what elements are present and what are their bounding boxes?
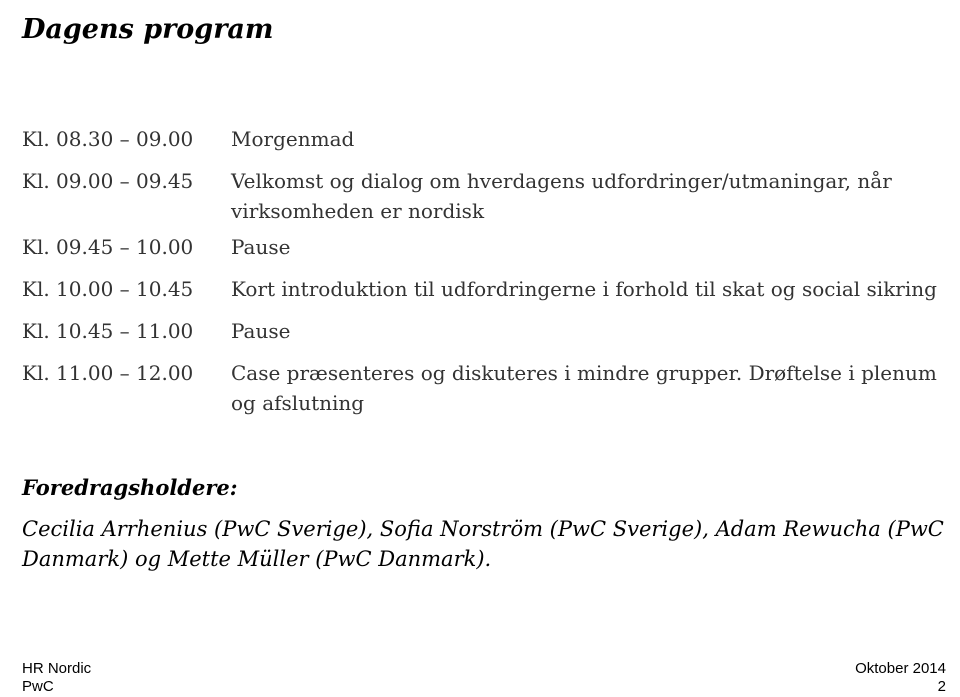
- agenda-time: Kl. 08.30 – 09.00: [22, 127, 194, 151]
- agenda-row: [22, 166, 952, 226]
- agenda-time: Kl. 11.00 – 12.00: [22, 361, 194, 385]
- agenda-time: Kl. 09.45 – 10.00: [22, 235, 194, 259]
- footer-department: HR Nordic: [22, 660, 92, 677]
- footer-company: PwC: [22, 678, 54, 695]
- agenda-description: Case præsenteres og diskuteres i mindre grupper. Drøftelse i plenum og afslutning: [231, 361, 937, 415]
- agenda-list: [22, 124, 952, 418]
- agenda-description: Pause: [231, 235, 291, 259]
- agenda-row: [22, 358, 952, 418]
- agenda-description: Morgenmad: [231, 127, 355, 151]
- footer-right: [855, 660, 946, 696]
- agenda-description: Pause: [231, 319, 291, 343]
- agenda-description: Kort introduktion til udfordringerne i forhold til skat og social sikring: [231, 277, 937, 301]
- agenda-row: [22, 274, 952, 304]
- speakers-list: Cecilia Arrhenius (PwC Sverige), Sofia Norström (PwC Sverige), Adam Rewucha (PwC Danmark) og Mette Müller (PwC Danmark).: [22, 517, 944, 571]
- footer-left: [22, 660, 91, 696]
- slide-title: Dagens program: [22, 14, 274, 45]
- agenda-time: Kl. 10.00 – 10.45: [22, 277, 194, 301]
- agenda-time: Kl. 09.00 – 09.45: [22, 169, 194, 193]
- footer-date: Oktober 2014: [855, 660, 946, 677]
- agenda-time: Kl. 10.45 – 11.00: [22, 319, 194, 343]
- speakers-heading: Foredragsholdere:: [22, 475, 238, 500]
- agenda-row: [22, 232, 952, 262]
- agenda-description: Velkomst og dialog om hverdagens udfordringer/utmaningar, når virksomheden er nordisk: [231, 169, 892, 223]
- agenda-row: [22, 316, 952, 346]
- agenda-row: [22, 124, 952, 154]
- page-number: 2: [937, 678, 946, 695]
